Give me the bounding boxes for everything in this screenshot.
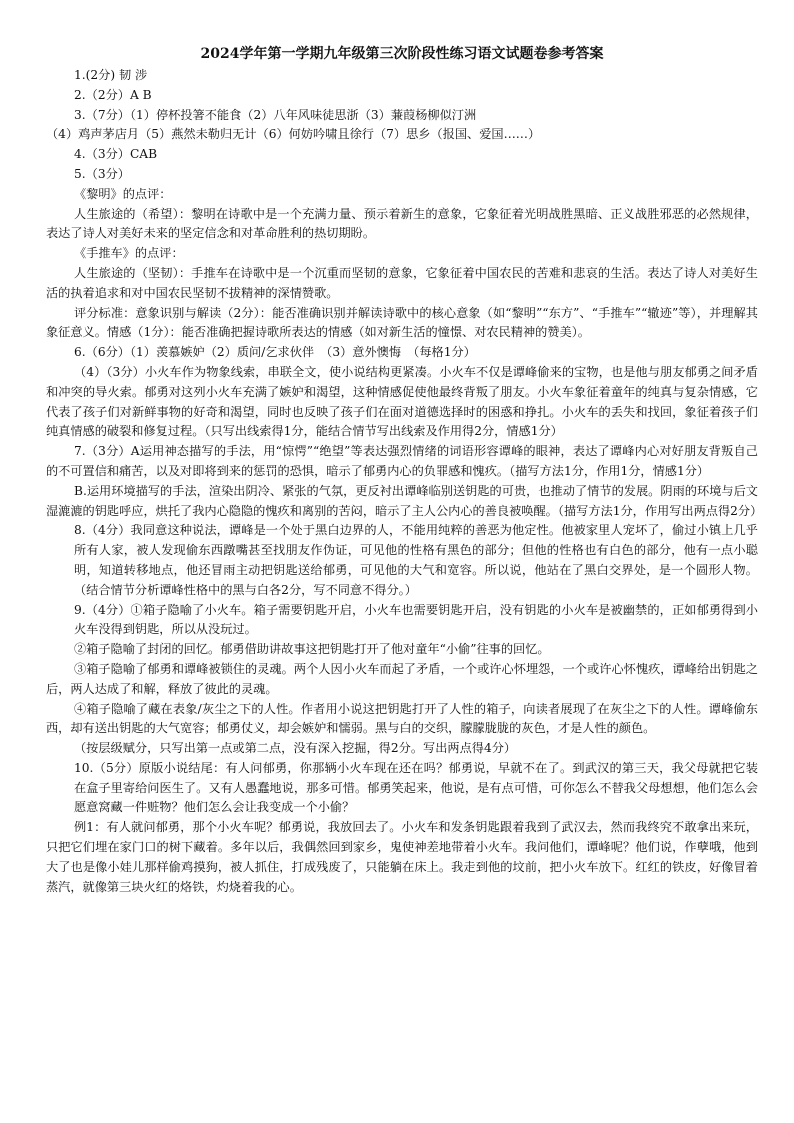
answer-paragraph: 例1：有人就问郁勇，那个小火车呢？郁勇说，我放回去了。小火车和发条钥匙跟着我到了武汉去，然而我终究不敢拿出来玩，只把它们埋在家门口的树下藏着。多年以后，我偶然回到家乡，鬼使神差地带着小火车。我问他们，谭峰呢？他们说，作孽哦，他到大了也是像小娃儿那样偷鸡摸狗，被人抓住，打成残废了，只能躺在床上。我走到他的坟前，把小火车放下。红红的铁皮，好像冒着蒸汽，就像第三块火红的烙铁，灼烧着我的心。 [46, 820, 758, 894]
answer-paragraph: 3.（7分）（1）停杯投箸不能食（2）八年风味徒思浙（3）蒹葭杨柳似汀洲 [74, 107, 477, 122]
answer-paragraph: 评分标准：意象识别与解读（2分）：能否准确识别并解读诗歌中的核心意象（如“黎明”“东方”、“手推车”“辙迹”等），并理解其象征意义。情感（1分）：能否准确把握诗歌所表达的情感（如对新生活的憧憬、对农民精神的赞美）。 [46, 305, 758, 340]
answer-paragraph: 9.（4分）①箱子隐喻了小火车。箱子需要钥匙开启，小火车也需要钥匙开启，没有钥匙的小火车是被幽禁的，正如郁勇得到小火车没得到钥匙，所以从没玩过。 [74, 602, 758, 637]
answer-paragraph: 6.（6分）（1）羡慕嫉妒（2）质问/乞求伙伴 （3）意外懊悔 （每格1分） [74, 345, 476, 360]
answer-paragraph: 2.（2分）A B [74, 87, 152, 102]
answer-paragraph: （4）鸡声茅店月（5）燕然未勒归无计（6）何妨吟啸且徐行（7）思乡（报国、爱国……） [46, 127, 541, 142]
answer-paragraph: 《黎明》的点评： [74, 186, 172, 201]
answer-body [46, 66, 763, 897]
answer-paragraph: 《手推车》的点评： [74, 246, 184, 261]
answer-paragraph: （按层级赋分，只写出第一点或第二点，没有深入挖掘，得2分。写出两点得4分） [74, 741, 517, 756]
answer-document [46, 44, 763, 897]
answer-paragraph: 5.（3分） [74, 166, 130, 181]
answer-paragraph: 4.（3分）CAB [74, 147, 158, 162]
answer-paragraph: B.运用环境描写的手法，渲染出阴冷、紧张的气氛，更反衬出谭峰临别送钥匙的可贵，也推动了情节的发展。阴雨的环境与后文湿漉漉的钥匙呼应，烘托了我内心隐隐的愧疚和离别的苦闷，暗示了主人公内心的善良被唤醒。（描写方法1分，作用写出两点得2分） [46, 483, 763, 518]
answer-paragraph: ②箱子隐喻了封闭的回忆。郁勇借助讲故事这把钥匙打开了他对童年“小偷”往事的回忆。 [74, 642, 550, 657]
answer-paragraph: 1.(2分) 韧 涉 [74, 68, 148, 82]
answer-paragraph: 7.（3分）A运用神态描写的手法，用“惊愕”“绝望”等表达强烈情绪的词语形容谭峰的眼神，表达了谭峰内心对好朋友背叛自己的不可置信和痛苦，以及对即将到来的惩罚的恐惧，暗示了郁勇内心的负罪感和愧疚。（描写方法1分，作用1分，情感1分） [46, 444, 758, 478]
document-title: 2024学年第一学期九年级第三次阶段性练习语文试题卷参考答案 [200, 46, 604, 62]
answer-paragraph: ③箱子隐喻了郁勇和谭峰被锁住的灵魂。两个人因小火车而起了矛盾，一个或许心怀埋怨，一个或许心怀愧疚，谭峰给出钥匙之后，两人达成了和解，释放了彼此的灵魂。 [46, 661, 758, 696]
answer-paragraph: （4）（3分）小火车作为物象线索，串联全文，使小说结构更紧凑。小火车不仅是谭峰偷来的宝物，也是他与朋友郁勇之间矛盾和冲突的导火索。郁勇对这列小火车充满了嫉妒和渴望，这种情感促使他最终背叛了朋友。小火车象征着童年的纯真与复杂情感，它代表了孩子们对新鲜事物的好奇和渴望，同时也反映了孩子们在面对道德选择时的困惑和挣扎。小火车的丢失和找回，象征着孩子们纯真情感的破裂和修复过程。（只写出线索得1分，能结合情节写出线索及作用得2分，情感1分） [46, 364, 758, 439]
answer-paragraph: 人生旅途的（坚韧）：手推车在诗歌中是一个沉重而坚韧的意象，它象征着中国农民的苦难和悲哀的生活。表达了诗人对美好生活的执着追求和对中国农民坚韧不拔精神的深情赞歌。 [46, 265, 758, 300]
answer-paragraph: 8.（4分）我同意这种说法，谭峰是一个处于黑白边界的人，不能用纯粹的善恶为他定性。他被家里人宠坏了，偷过小镇上几乎所有人家，被人发现偷东西蹾嘴甚至找朋友作伪证，可见他的性格有黑色的部分；但他的性格也有白色的部分，他有一点小聪明，知道转移地点，他还冒雨主动把钥匙送给郁勇，可见他的大气和宽容。所以说，他站在了黑白交界处，是一个圆形人物。（结合情节分析谭峰性格中的黑与白各2分，写不同意不得分。） [74, 523, 758, 597]
answer-paragraph: 人生旅途的（希望）：黎明在诗歌中是一个充满力量、预示着新生的意象，它象征着光明战胜黑暗、正义战胜邪恶的必然规律，表达了诗人对美好未来的坚定信念和对革命胜利的热切期盼。 [46, 206, 758, 241]
answer-paragraph: ④箱子隐喻了藏在表象/灰尘之下的人性。作者用小说这把钥匙打开了人性的箱子，向读者展现了在灰尘之下的人性。谭峰偷东西，却有送出钥匙的大气宽容；郁勇仗义，却会嫉妒和懦弱。黑与白的交织，朦朦胧胧的灰色，才是人性的颜色。 [46, 701, 758, 736]
answer-paragraph: 10.（5分）原版小说结尾：有人问郁勇，你那辆小火车现在还在吗？郁勇说，早就不在了。到武汉的第三天，我父母就把它装在盒子里寄给问医生了。又有人愚蠢地说，那多可惜。郁勇笑起来，他说，是有点可惜，可你怎么不替我父母想想，他们怎么会愿意窝藏一件赃物？他们怎么会让我变成一个小偷？ [74, 760, 758, 815]
